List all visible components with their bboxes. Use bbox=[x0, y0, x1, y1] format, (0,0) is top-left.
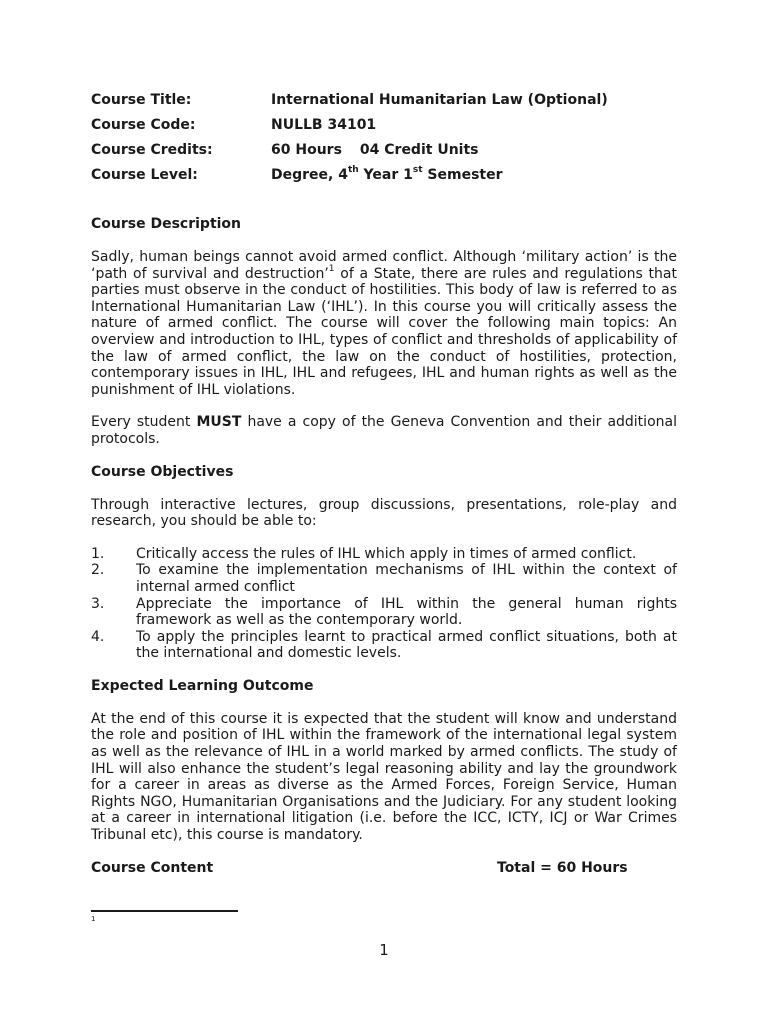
objectives-list bbox=[91, 546, 677, 662]
description-text-part1: Sadly, human beings cannot avoid armed conflict. Although ‘military action’ is the ‘path of survival and destruction’ bbox=[91, 249, 677, 282]
list-item: 2. To examine the implementation mechanisms of IHL within the context of internal armed conflict bbox=[91, 562, 677, 595]
course-code-label: Course Code: bbox=[91, 117, 196, 133]
description-text-part2: of a State, there are rules and regulations that parties must observe in the conduct of hostilities. This body of law is referred to as International Humanitarian Law (‘IHL’). In this course you will critically assess the nature of armed conflict. The course will cover the following main topics: An overview and introduction to IHL, types of conflict and thresholds of applicability of the law of armed conflict, the law on the conduct of hostilities, protection, contemporary issues in IHL, IHL and refugees, IHL and human rights as well as the punishment of IHL violations. bbox=[91, 265, 677, 398]
objectives-intro: Through interactive lectures, group discussions, presentations, role-play and research, you should be able to: bbox=[91, 496, 677, 530]
learning-outcome-heading: Expected Learning Outcome bbox=[91, 677, 314, 694]
credits-units: 04 Credit Units bbox=[359, 142, 479, 158]
footnote-separator bbox=[91, 910, 238, 912]
must-emphasis: MUST bbox=[196, 414, 242, 431]
level-st-superscript: st bbox=[412, 165, 423, 176]
level-year: Year 1 bbox=[358, 167, 413, 183]
level-degree: Degree, 4 bbox=[271, 167, 348, 183]
learning-outcome-paragraph: At the end of this course it is expected that the student will know and understand the role and position of IHL within the framework of the international legal system as well as the relevance of IHL in a world marked by armed conflicts. The study of IHL will also enhance the student’s legal reasoning ability and lay the groundwork for a career in areas as diverse as the Armed Forces, Foreign Service, Human Rights NGO, Humanitarian Organisations and the Judiciary. For any student looking at a career in international litigation (i.e. before the ICC, ICTY, ICJ or War Crimes Tribunal etc), this course is mandatory. bbox=[91, 710, 677, 844]
page-number: 1 bbox=[379, 941, 389, 959]
course-description-paragraph bbox=[91, 249, 677, 398]
document-page bbox=[91, 92, 677, 877]
course-code-value: NULLB 34101 bbox=[271, 117, 377, 133]
course-level-value bbox=[271, 167, 677, 192]
requirement-text-part2: have a copy of the Geneva Convention and their additional protocols. bbox=[91, 414, 677, 447]
course-title-value: International Humanitarian Law (Optional) bbox=[271, 92, 608, 108]
course-credits-label: Course Credits: bbox=[91, 142, 213, 158]
course-code-row bbox=[91, 117, 677, 142]
copy-requirement-paragraph bbox=[91, 414, 677, 447]
list-item: 4. To apply the principles learnt to practical armed conflict situations, both at the international and domestic levels. bbox=[91, 628, 677, 662]
course-title-row bbox=[91, 92, 677, 117]
level-semester: Semester bbox=[422, 167, 503, 183]
course-content-row bbox=[91, 860, 677, 877]
course-credits-row bbox=[91, 142, 677, 167]
list-item: 1. Critically access the rules of IHL which apply in times of armed conflict. bbox=[91, 545, 637, 562]
list-item: 3. Appreciate the importance of IHL within the general human rights framework as well as the contemporary world. bbox=[91, 595, 677, 629]
credits-hours: 60 Hours bbox=[271, 142, 342, 158]
course-description-heading: Course Description bbox=[91, 216, 242, 232]
footnote-mark: 1 bbox=[91, 915, 96, 923]
footnote-reference: 1 bbox=[328, 263, 335, 274]
course-level-row bbox=[91, 167, 677, 192]
course-credits-value bbox=[271, 142, 677, 167]
course-objectives-heading: Course Objectives bbox=[91, 463, 234, 480]
course-content-heading: Course Content bbox=[91, 859, 214, 876]
course-level-label: Course Level: bbox=[91, 167, 198, 183]
course-content-total: Total = 60 Hours bbox=[497, 859, 628, 876]
level-th-superscript: th bbox=[347, 165, 359, 176]
course-title-label: Course Title: bbox=[91, 92, 192, 108]
requirement-text-part1: Every student bbox=[91, 414, 197, 431]
